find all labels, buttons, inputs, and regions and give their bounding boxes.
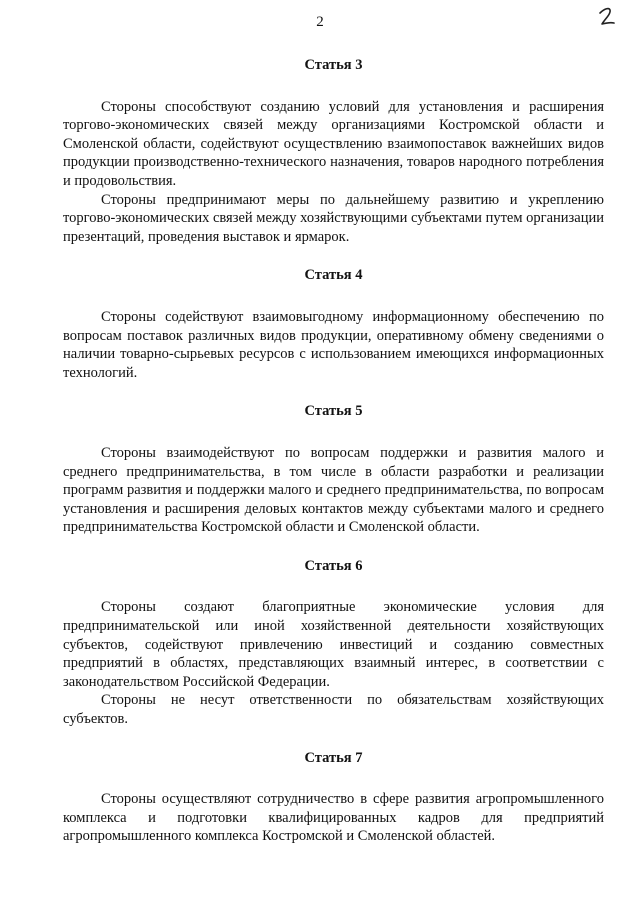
article-paragraph: Стороны содействуют взаимовыгодному информационному обеспечению по вопросам поставок различных видов продукции, оперативному обмену сведениями о наличии товарно-сырьевых ресурсов с использованием имеющихся информационных технологий. [63, 308, 604, 381]
article-4 [63, 266, 604, 382]
article-paragraph: Стороны не несут ответственности по обязательствам хозяйствующих субъектов. [63, 692, 604, 728]
article-paragraph: Стороны создают благоприятные экономические условия для предпринимательской или иной хозяйственной деятельности хозяйствующих субъектов, содействуют привлечению инвестиций и созданию совместных предприятий в областях, представляющих взаимный интерес, в соответствии с законодательством Российской Федерации. [63, 599, 604, 690]
article-heading: Статья 5 [304, 403, 363, 420]
article-5 [63, 402, 604, 537]
article-heading: Статья 7 [304, 749, 363, 766]
article-paragraph: Стороны взаимодействуют по вопросам поддержки и развития малого и среднего предпринимательства, в том числе в области разработки и реализации программ развития и поддержки малого и среднего предпринимательства, по вопросам установления и расширения деловых контактов между субъектами малого и среднего предпринимательства Костромской области и Смоленской области. [63, 444, 604, 536]
article-paragraph: Стороны осуществляют сотрудничество в сфере развития агропромышленного комплекса и подготовки квалифицированных кадров для предприятий агропромышленного комплекса Костромской и Смоленской областей. [63, 791, 604, 845]
article-3 [63, 56, 604, 246]
document-body [63, 56, 604, 866]
article-heading: Статья 6 [304, 557, 363, 574]
article-paragraph: Стороны предпринимают меры по дальнейшему развитию и укреплению торгово-экономических связей между хозяйствующими субъектами путем организации презентаций, проведения выставок и ярмарок. [63, 191, 604, 245]
article-7 [63, 749, 604, 846]
article-heading: Статья 4 [304, 267, 363, 284]
article-heading: Статья 3 [304, 57, 363, 73]
handwritten-page-mark [596, 4, 618, 30]
page-number: 2 [316, 14, 324, 30]
article-paragraph: Стороны способствуют созданию условий для установления и расширения торгово-экономических связей между организациями Костромской области и Смоленской области, содействуют осуществлению взаимопоставок важнейших видов продукции производственно-технического назначения, товаров народного потребления и продовольствия. [63, 98, 604, 189]
article-6 [63, 557, 604, 729]
